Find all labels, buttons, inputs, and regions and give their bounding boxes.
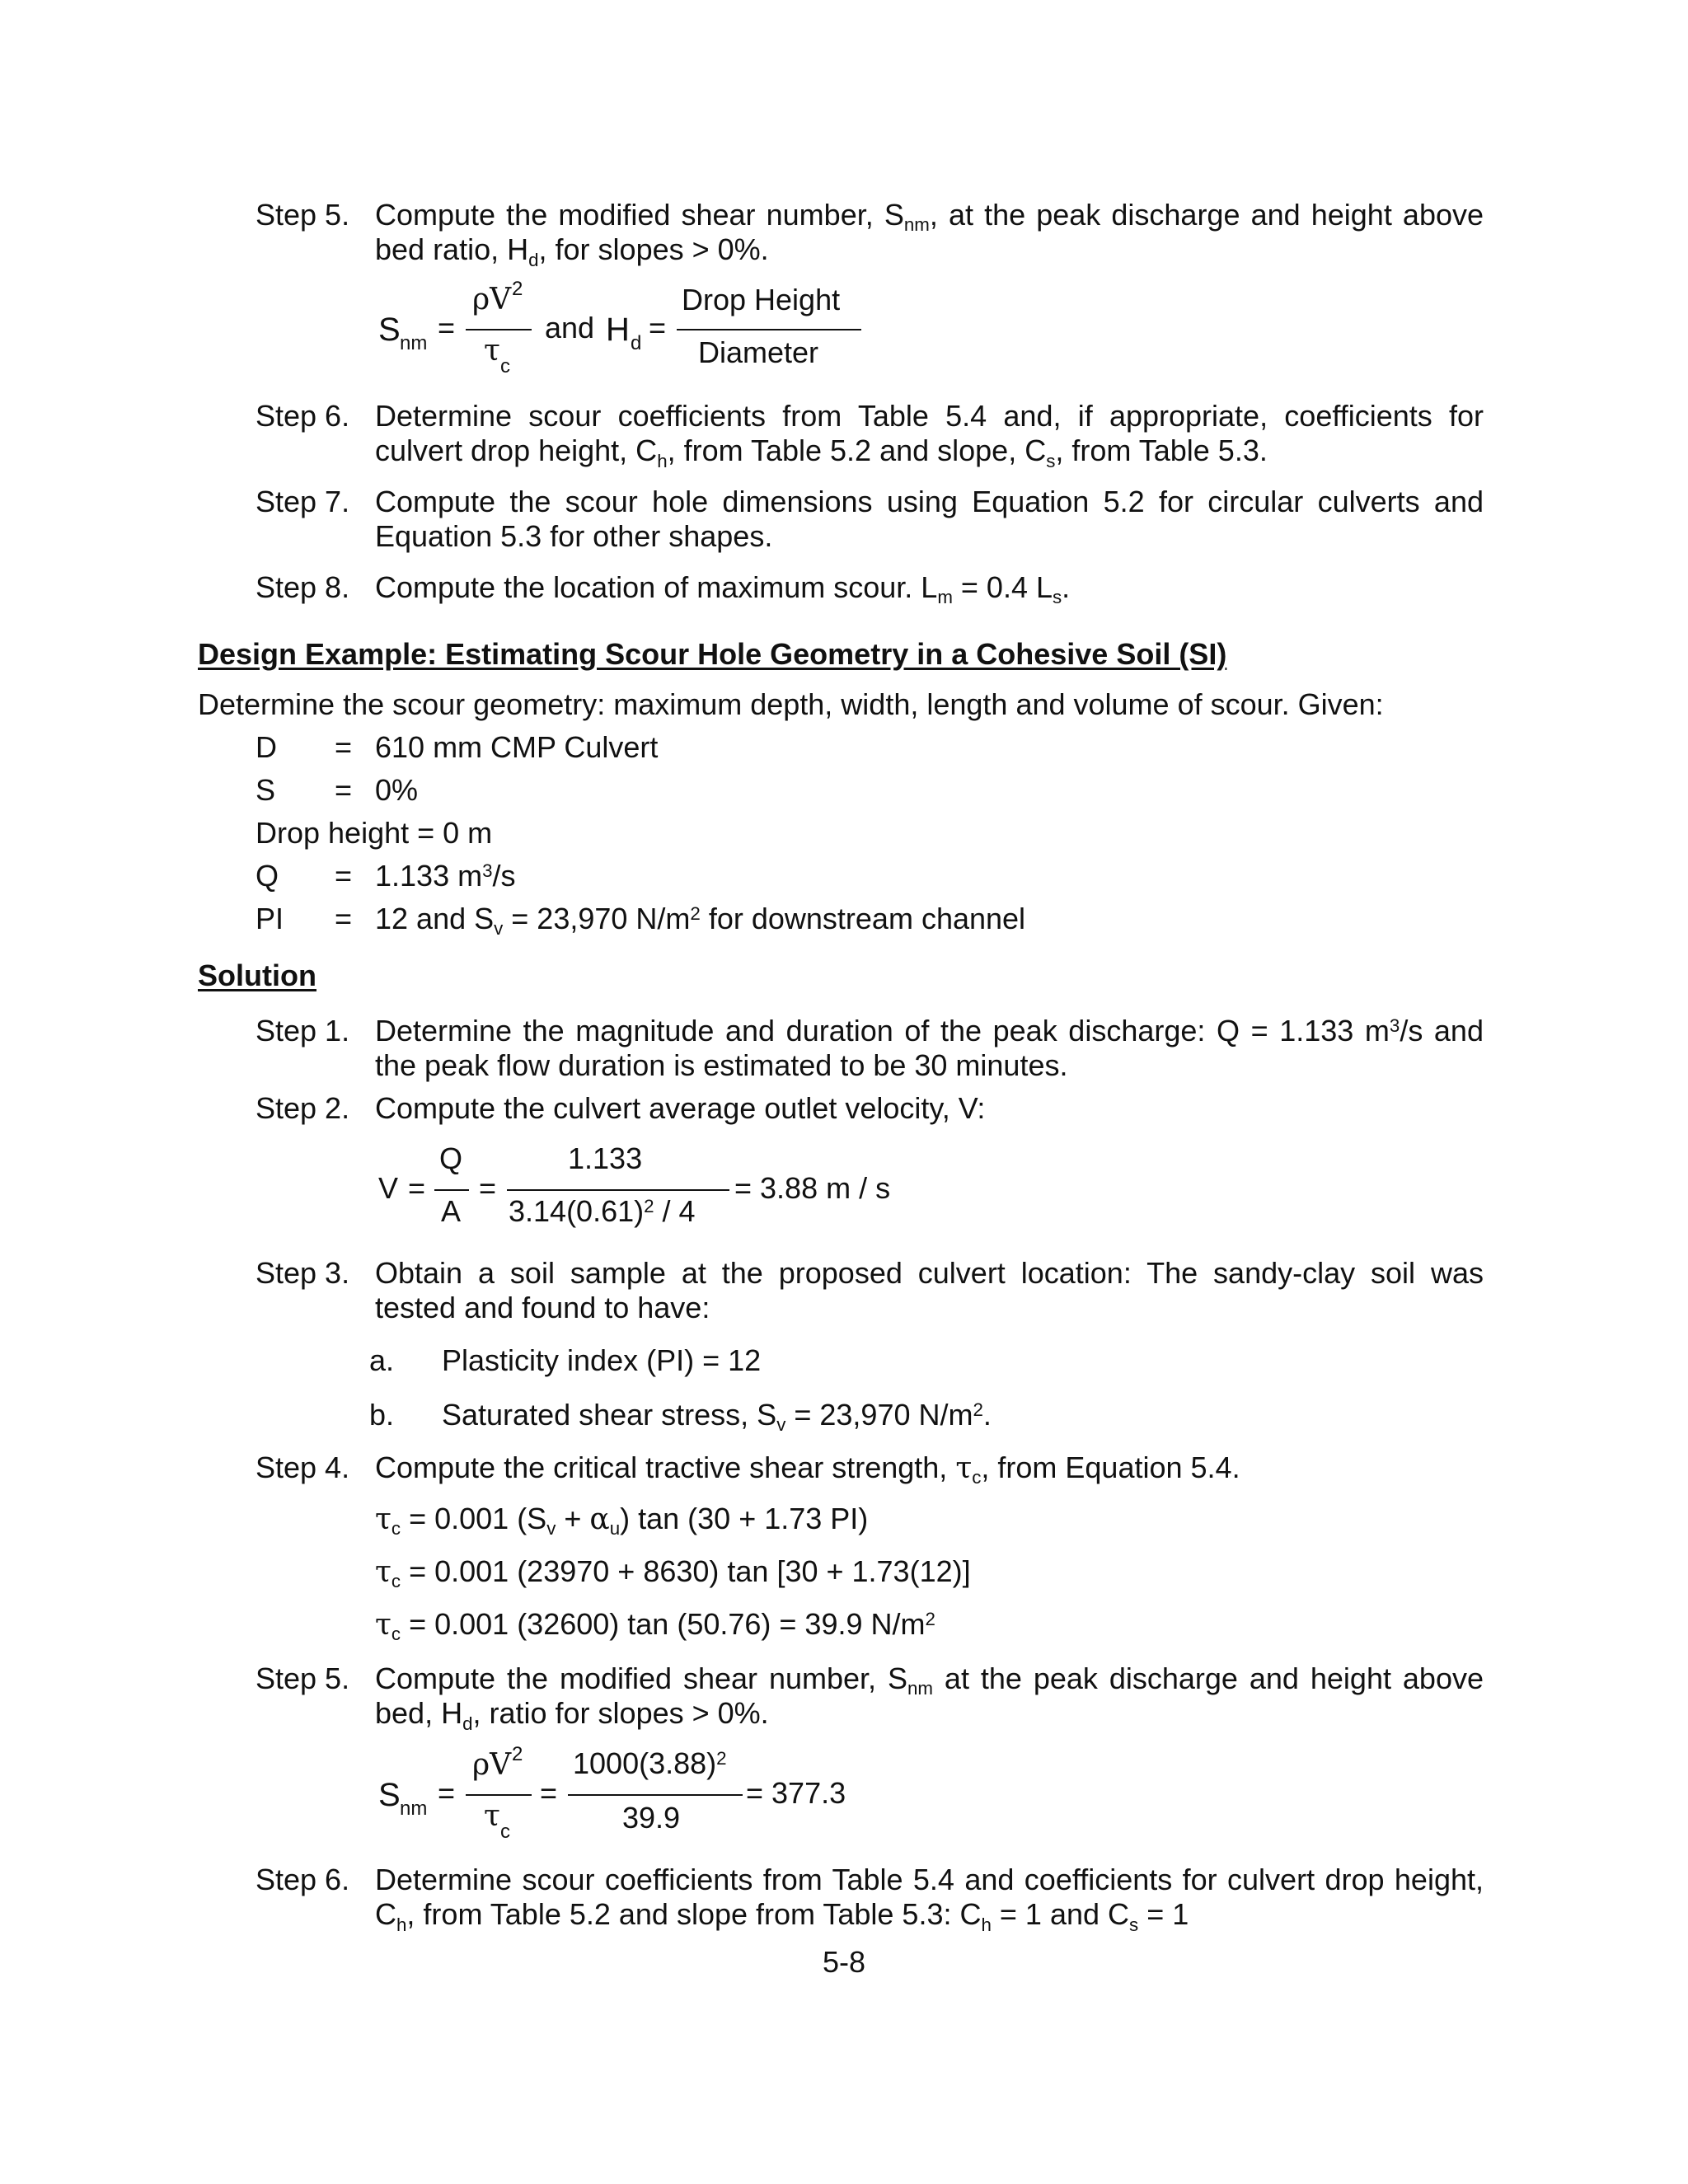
step-label: Step 4. [256, 1451, 350, 1484]
fraction-bar [507, 1189, 729, 1191]
equation-shear-number-result: S nm = ρV 2 τ c = $1000(3.88)^2$ 39.9 = 377.3 [378, 1743, 846, 1843]
given-item: Drop height = 0 m [256, 816, 493, 850]
step-label: Step 8. [256, 570, 350, 604]
step-label: Step 6. [256, 1863, 350, 1896]
step-label: Step 5. [256, 198, 350, 232]
given-list: D = 610 mm CMP Culvert S = 0% Drop height = 0 m Q = 1.133 $m^3/s$ PI = 12 and $S_v = 23,970$ $N/m^2$ for downstream channel [256, 730, 1026, 940]
design-example-heading: Design Example: Estimating Scour Hole Geometry in a Cohesive Soil (SI) [198, 637, 1227, 671]
design-example-intro: Determine the scour geometry: maximum depth, width, length and volume of scour. Given: [198, 687, 1384, 721]
step-text: Compute the location of maximum scour. $L_m = 0.4$ $L_s$. [375, 570, 1071, 608]
step-text: Compute the critical tractive shear strength, $\tau_c$, from Equation 5.4. [375, 1451, 1240, 1488]
equation-line: $\tau_c = 0.001$ (23970 + 8630) tan [30 + 1.73(12)] [375, 1554, 971, 1592]
step-text: Compute the scour hole dimensions using Equation 5.2 for circular culverts and Equation 5.3 for other shapes. [375, 485, 1484, 554]
step-label: Step 6. [256, 399, 350, 433]
equation-line: $\tau_c = 0.001$ (32600) tan (50.76) = 39.9 $N/m^2$ [375, 1607, 935, 1645]
fraction-bar [466, 1794, 532, 1796]
step-label: Step 2. [256, 1091, 350, 1125]
step-label: Step 7. [256, 485, 350, 518]
step-text: Compute the culvert average outlet velocity, V: [375, 1091, 986, 1125]
document-page: Step 5. Compute the modified shear number, $S_{nm}$, at the peak discharge and height above bed ratio, $H_d$, for slopes > 0%. S nm = ρV 2 τ c and H d = Drop Height Diameter Step 6. Determine scour coefficients from Table 5.4 and, if appropriate, coefficients for culvert drop height, $C_h$, from Table 5.2 and slope, $C_s$, from Table 5.3. Step 7. Compute the scour hole dimensions using Equation 5.2 for circular culverts and Equation 5.3 for other shapes. Step 8. Compute the location of maximum scour. $L_m = 0.4$ $L_s$. Design Example: Estimating Scour Hole Geometry in a Cohesive Soil (SI) Determine the scour geometry: maximum depth, width, length and volume of scour. Given: D = 610 mm CMP Culvert S = 0% Drop height = 0 m Q = 1.133 $m^3/s$ PI = 12 and $S_v = 23,970$ $N/m^2$ for downstream channel Solution Step 1. Determine the magnitude and duration of the peak discharge: Q = 1.133 $m^3/s$ and the peak flow duration is estimated to be 30 minutes. Step 2. Compute the culvert average outlet velocity, V: V = Q A = 1.133 $3.14(0.61)^2 / 4$ = 3.88 m / s Step 3. Obtain a soil sample at the proposed culvert location: The sandy-clay soil was tested and found to have: a. Plasticity index (PI) = 12 b. Saturated shear stress, $S_v = 23,970$ $N/m^2$. Step 4. Compute the critical tractive shear strength, $\tau_c$, from Equation 5.4. $\tau_c = 0.001$ $(S_v + \alpha_u)$ tan (30 + 1.73 PI) $\tau_c = 0.001$ (23970 + 8630) tan [30 + 1.73(12)] $\tau_c = 0.001$ (32600) tan (50.76) = 39.9 $N/m^2$ Step 5. Compute the modified shear number, $S_{nm}$ at the peak discharge and height above bed, $H_d$, ratio for slopes > 0%. S nm = ρV 2 τ c = $1000(3.88)^2$ 39.9 = 377.3 Step 6. Determine scour coefficients from Table 5.4 and coefficients for culvert drop height, $C_h$, from Table 5.2 and slope from Table 5.3: $C_h = 1$ and $C_s = 1$ 5-8 [0, 0, 1688, 2184]
page-number: 5-8 [822, 1945, 866, 1979]
equation-line: $\tau_c = 0.001$ $(S_v + \alpha_u)$ tan (30 + 1.73 PI) [375, 1502, 869, 1540]
solution-heading: Solution [198, 958, 316, 992]
equation-velocity: V = Q A = 1.133 $3.14(0.61)^2 / 4$ = 3.88 m / s [378, 1141, 891, 1228]
step-text: Determine scour coefficients from Table 5.4 and, if appropriate, coefficients for culvert drop height, $C_h$, from Table 5.2 and slope, $C_s$, from Table 5.3. [375, 399, 1484, 471]
step-text: Determine the magnitude and duration of the peak discharge: Q = 1.133 $m^3/s$ and the peak flow duration is estimated to be 30 minutes. [375, 1014, 1484, 1083]
equation-shear-number: S nm = ρV 2 τ c and H d = Drop Height Diameter [375, 276, 870, 383]
fraction-bar [434, 1189, 469, 1191]
fraction-bar [466, 329, 532, 330]
step-label: Step 5. [256, 1661, 350, 1695]
fraction-bar [677, 329, 861, 330]
step-label: Step 3. [256, 1256, 350, 1290]
fraction-bar [568, 1794, 743, 1796]
step-text: Compute the modified shear number, $S_{nm}$ at the peak discharge and height above bed, $H_d$, ratio for slopes > 0%. [375, 1661, 1484, 1734]
step-text: Determine scour coefficients from Table 5.4 and coefficients for culvert drop height, $C_h$, from Table 5.2 and slope from Table 5.3: $C_h = 1$ and $C_s = 1$ [375, 1863, 1484, 1935]
step-text: Obtain a soil sample at the proposed culvert location: The sandy-clay soil was tested and found to have: [375, 1256, 1484, 1325]
step-label: Step 1. [256, 1014, 350, 1047]
step-text: Compute the modified shear number, $S_{nm}$, at the peak discharge and height above bed ratio, $H_d$, for slopes > 0%. [375, 198, 1484, 270]
